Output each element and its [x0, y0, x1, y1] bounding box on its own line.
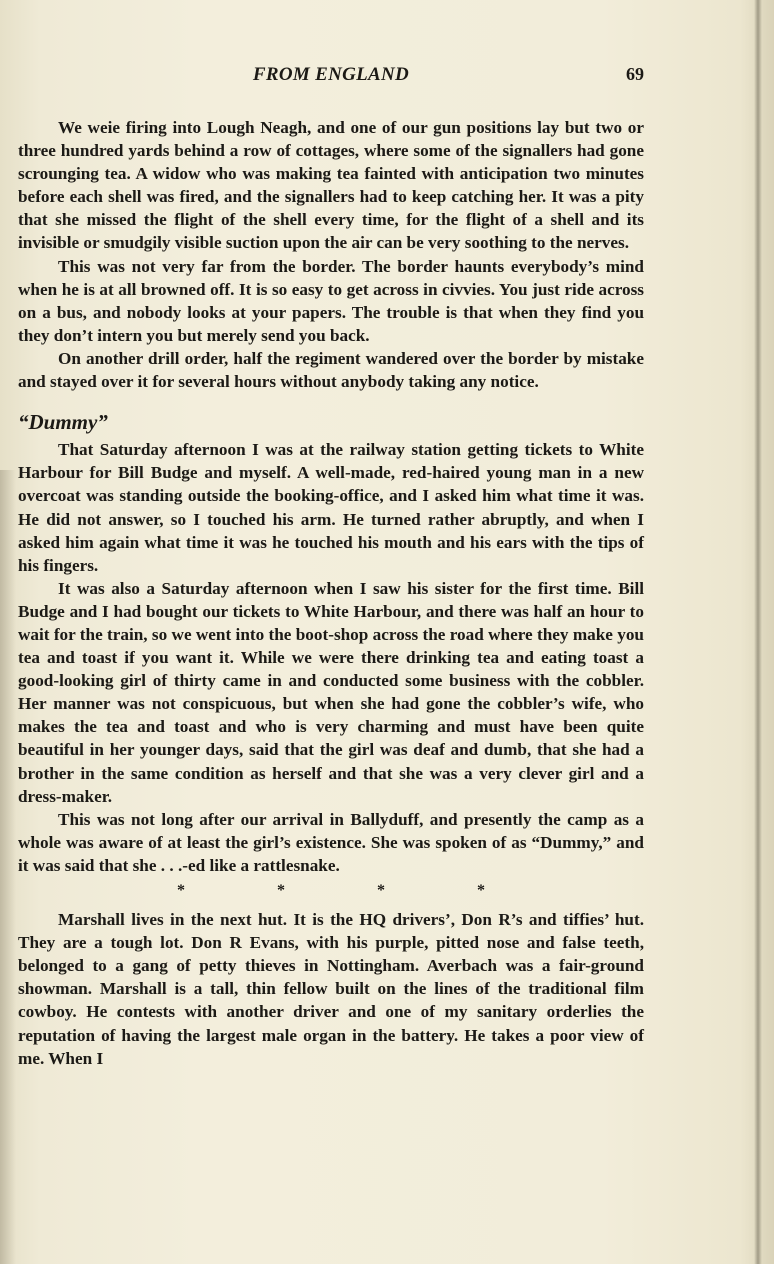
- paragraph: On another drill order, half the regiment wandered over the border by mistake and stayed over it for several hours without anybody taking any notice.: [18, 348, 644, 392]
- paragraph: This was not very far from the border. The border haunts everybody’s mind when he is at all browned off. It is so easy to get across in civvies. You just ride across on a bus, and nobody looks at your papers. The trouble is that when they find you they don’t intern you but merely send you back.: [18, 256, 644, 345]
- body-text: [18, 116, 644, 1070]
- page-header: [18, 64, 644, 94]
- section-heading: “Dummy”: [18, 410, 108, 435]
- binding-shadow: [0, 470, 16, 1264]
- running-title: FROM ENGLAND: [252, 64, 410, 85]
- paragraph: We weie firing into Lough Neagh, and one of our gun positions lay but two or three hundred yards behind a row of cottages, where some of the signallers had gone scrounging tea. A widow who was making tea fainted with anticipation two minutes before each shell was fired, and the signallers had to keep catching her. It was a pity that she missed the flight of the shell every time, for the flight of a shell and its invisible or smudgily visible suction upon the air can be very soothing to the nerves.: [18, 118, 644, 253]
- paragraph: Marshall lives in the next hut. It is the HQ drivers’, Don R’s and tiffies’ hut. They are a tough lot. Don R Evans, with his purple, pitted nose and false teeth, belonged to a gang of petty thieves in Nottingham. Averbach was a fair-ground showman. Marshall is a tall, thin fellow built on the lines of the traditional film cowboy. He contests with another driver and one of my sanitary orderlies the reputation of having the largest male organ in the battery. He takes a poor view of me. When I: [18, 910, 644, 1068]
- paragraph: It was also a Saturday afternoon when I saw his sister for the first time. Bill Budge and I had bought our tickets to White Harbour, and there was half an hour to wait for the train, so we went into the boot-shop across the road where they make you tea and toast if you want it. While we were there drinking tea and eating toast a good-looking girl of thirty came in and conducted some business with the cobbler. Her manner was not conspicuous, but when she had gone the cobbler’s wife, who makes the tea and toast and who is very charming and must have been quite beautiful in her younger days, said that the girl was deaf and dumb, that she had a brother in the same condition as herself and that she was a very clever girl and a dress-maker.: [18, 578, 644, 806]
- page-edge-shadow: [754, 0, 762, 1264]
- section-break: * * * *: [177, 882, 529, 899]
- page-number: 69: [626, 64, 644, 84]
- paragraph: That Saturday afternoon I was at the railway station getting tickets to White Harbour for Bill Budge and myself. A well-made, red-haired young man in a new overcoat was standing outside the booking-office, and I asked him what time it was. He did not answer, so I touched his arm. He turned rather abruptly, and when I asked him again what time it was he touched his mouth and his ears with the tips of his fingers.: [18, 440, 644, 575]
- paragraph: This was not long after our arrival in Ballyduff, and presently the camp as a whole was aware of at least the girl’s existence. She was spoken of as “Dummy,” and it was said that she . . .-ed like a rattlesnake.: [18, 809, 644, 875]
